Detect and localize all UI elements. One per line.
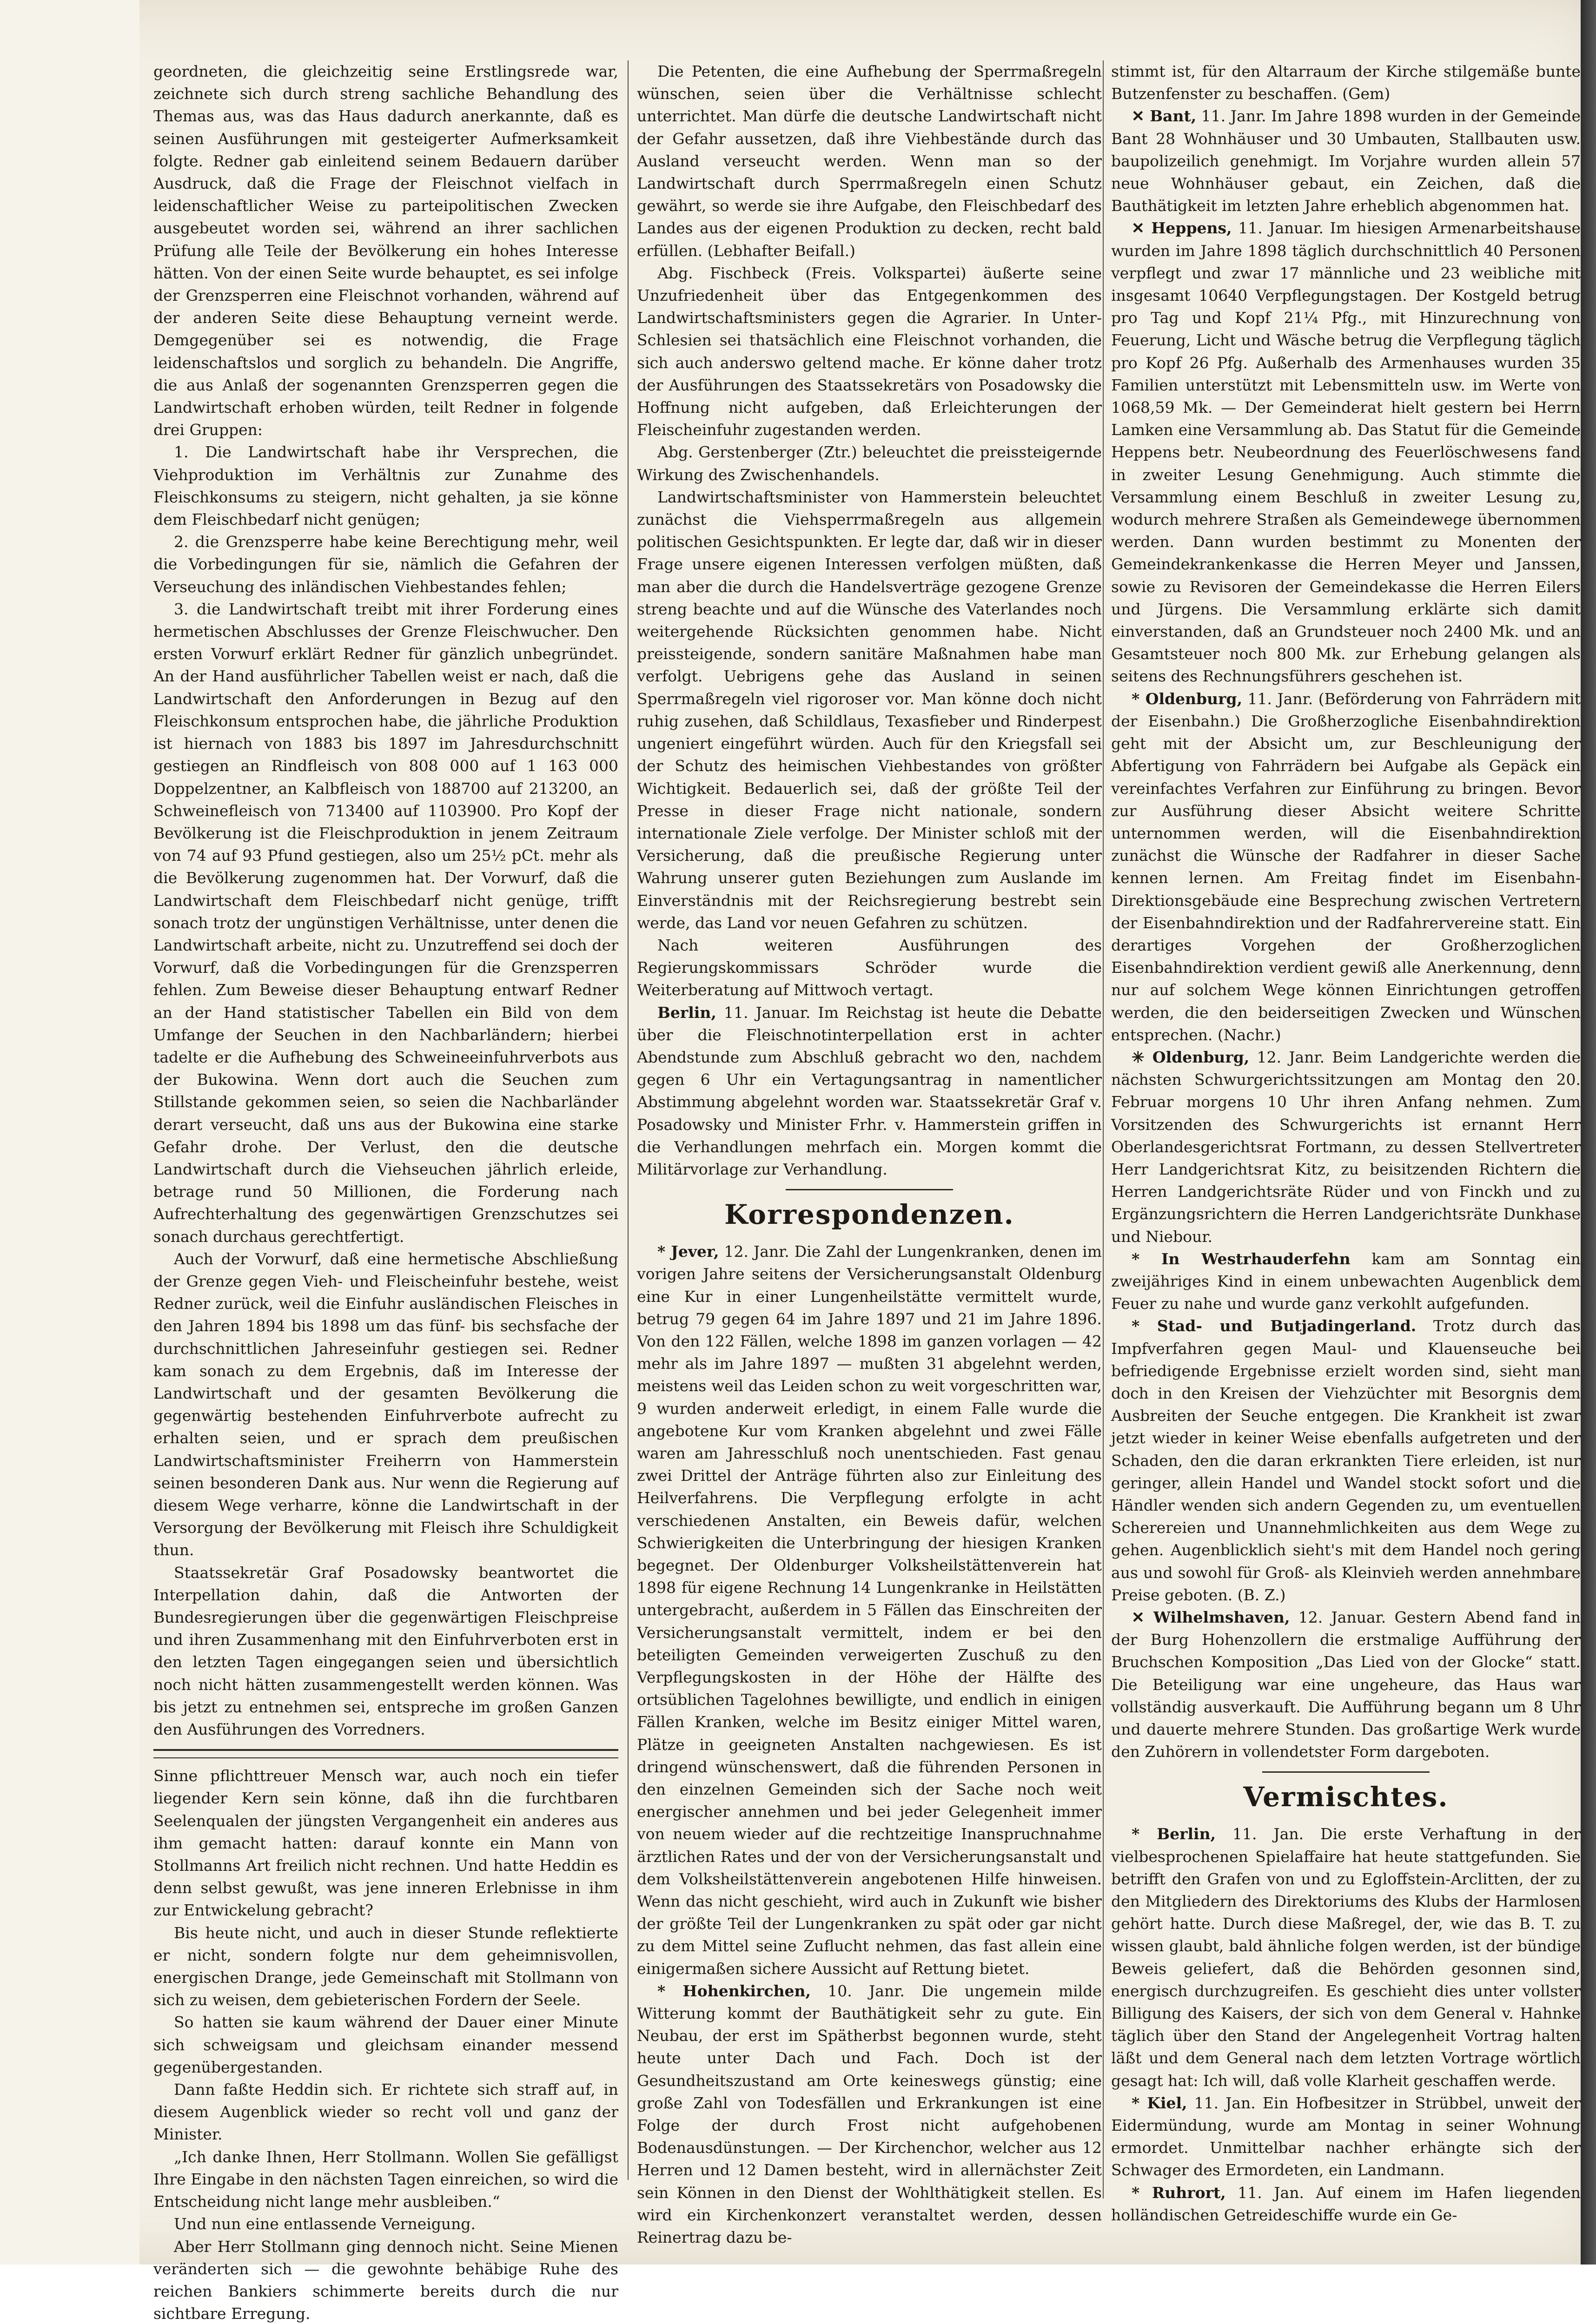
news-item-oldenburg-2 bbox=[1111, 1046, 1581, 1248]
news-item-westrhauderfehn bbox=[1111, 1248, 1581, 1315]
dateline: * Oldenburg, bbox=[1132, 690, 1242, 708]
news-item-heppens bbox=[1111, 217, 1581, 687]
dateline: ✕ Bant, bbox=[1132, 107, 1196, 125]
news-text: 12. Janr. Die Zahl der Lungenkranken, denen im vorigen Jahre seitens der Versicherungsanstalt Oldenburg eine Kur in einer Lungenheilstätte vermittelt wurde, betrug 79 gegen 64 im Jahre 1897 und 21 im Jahre 1896. Von den 122 Fällen, welche 1898 im ganzen vorlagen — 42 mehr als im Jahre 1897 — mußten 31 abgelehnt werden, meistens weil das Leiden schon zu weit vorgeschritten war, 9 wurden anderweit erledigt, in einem Falle wurde die angebotene Kur vom Kranken abgelehnt und zwei Fälle waren am Jahresschluß noch unentschieden. Fast genau zwei Drittel der Anträge führten also zur Einleitung des Heilverfahrens. Die Verpflegung erfolgte in acht verschiedenen Anstalten, ein Beweis dafür, welchen Schwierigkeiten die Unterbringung der hiesigen Kranken begegnet. Der Oldenburger Volksheilstättenverein hat 1898 für eigene Rechnung 14 Lungenkranke in Heilstätten untergebracht, außerdem in 5 Fällen das Einschreiten der Versicherungsanstalt vermittelt, indem er bei den beteiligten Gemeinden verweigerten Zuschuß zu den Verpflegungskosten in der Höhe der Hälfte des ortsüblichen Tagelohnes bewilligte, und endlich in einigen Fällen Kranken, welche im Besitz einiger Mittel waren, Plätze in geeigneten Anstalten nachgewiesen. Es ist dringend wünschenswert, daß die führenden Personen in den einzelnen Gemeinden sich der Sache noch weit energischer annehmen und bei jeder Gelegenheit immer von neuem wieder auf die rechtzeitige Inanspruchnahme ärztlichen Rates und der von der Versicherungsanstalt und dem Volksheilstättenverein angebotenen Hilfe hinweisen. Wenn das nicht geschieht, wird auch in Zukunft wie bisher der größte Teil der Lungenkranken zu spät oder gar nicht zu dem Mittel seine Zuflucht nehmen, das fast allein eine einigermaßen sichere Aussicht auf Rettung bietet. bbox=[637, 1242, 1102, 1978]
feuilleton-paragraph: Dann faßte Heddin sich. Er richtete sich straff auf, in diesem Augenblick wieder so recht voll und ganz der Minister. bbox=[153, 2079, 618, 2146]
page-margin bbox=[0, 0, 139, 2265]
feuilleton-paragraph: So hatten sie kaum während der Dauer einer Minute sich schweigsam und gleichsam einander messend gegenübergestanden. bbox=[153, 2011, 618, 2079]
dateline: * Ruhrort, bbox=[1132, 2184, 1226, 2202]
feuilleton-paragraph: Bis heute nicht, und auch in dieser Stunde reflektierte er nicht, sondern folgte nur dem geheimnisvollen, energischen Drange, jede Gemeinschaft mit Stollmann von sich zu weisen, dem gebieterischen Fordern der Seele. bbox=[153, 1922, 618, 2012]
section-heading-vermischtes: Vermischtes. bbox=[1111, 1778, 1581, 1816]
article-paragraph: Auch der Vorwurf, daß eine hermetische Abschließung der Grenze gegen Vieh- und Fleischeinfuhr bestehe, weist Redner zurück, weil die Einfuhr ausländischen Fleisches in den Jahren 1894 bis 1898 um das fünf- bis sechsfache der durchschnittlichen Jahreseinfuhr gestiegen sei. Redner kam sonach zu dem Ergebnis, daß im Interesse der Landwirtschaft und der gesamten Bevölkerung die gegenwärtig bestehenden Einfuhrverbote aufrecht zu erhalten seien, und er sprach dem preußischen Landwirtschaftsminister Freiherrn von Hammerstein seinen besonderen Dank aus. Nur wenn die Regierung auf diesem Wege verharre, könne die Landwirtschaft in der Versorgung der Bevölkerung mit Fleisch ihre Schuldigkeit thun. bbox=[153, 1248, 618, 1562]
column-rule bbox=[628, 60, 629, 2180]
section-divider bbox=[786, 1189, 953, 1190]
dateline: * Kiel, bbox=[1132, 2094, 1187, 2112]
article-paragraph: Die Petenten, die eine Aufhebung der Sperrmaßregeln wünschen, seien über die Verhältnisse schlecht unterrichtet. Man dürfe die deutsche Landwirtschaft nicht der Gefahr aussetzen, daß ihre Viehbestände durch das Ausland verseucht werden. Wenn man so der Landwirtschaft durch Sperrmaßregeln einen Schutz gewährt, so werde sie ihre Aufgabe, den Fleischbedarf des Landes aus der eigenen Produktion zu decken, recht bald erfüllen. (Lebhafter Beifall.) bbox=[637, 60, 1102, 262]
column-rule bbox=[1103, 60, 1104, 2199]
column-3 bbox=[1111, 60, 1581, 2226]
article-paragraph: stimmt ist, für den Altarraum der Kirche stilgemäße bunte Butzenfenster zu beschaffen. (Gem) bbox=[1111, 60, 1581, 105]
section-heading-korrespondenzen: Korrespondenzen. bbox=[637, 1196, 1102, 1233]
news-text: Trotz durch das Impfverfahren gegen Maul- und Klauenseuche bei befriedigende Ergebnisse erzielt worden sind, sieht man doch in den Kreisen der Viehzüchter mit Besorgnis dem Ausbreiten der Seuche entgegen. Die Krankheit ist zwar jetzt wieder in keiner Weise ebenfalls aufgetreten und der Schaden, den die daran erkrankten Tiere erleiden, ist nur geringer, allein Handel und Wandel stockt sofort und die Händler wenden sich andern Gegenden zu, um eventuellen Scherereien und Unannehmlichkeiten aus dem Wege zu gehen. Augenblicklich sieht's mit dem Handel noch gering aus und sowohl für Groß- als Kleinvieh werden annehmbare Preise geboten. (B. Z.) bbox=[1111, 1317, 1581, 1604]
news-item-ruhrort bbox=[1111, 2182, 1581, 2226]
dateline: * Berlin, bbox=[1132, 1825, 1216, 1843]
news-item-bant bbox=[1111, 105, 1581, 217]
feuilleton-paragraph: Aber Herr Stollmann ging dennoch nicht. Seine Mienen veränderten sich — die gewohnte behäbige Ruhe des reichen Bankiers schimmerte bereits durch die nur sichtbare Erregung. bbox=[153, 2236, 618, 2324]
column-2 bbox=[637, 60, 1102, 2226]
news-text: 11. Jan. Ein Hofbesitzer in Strübbel, unweit der Eidermündung, wurde am Montag in seiner Wohnung ermordet. Unmittelbar nachher erhängte sich der Schwager des Ermordeten, ein Landmann. bbox=[1111, 2094, 1581, 2179]
news-text: 11. Janr. Im Jahre 1898 wurden in der Gemeinde Bant 28 Wohnhäuser und 30 Umbauten, Stallbauten usw. baupolizeilich genehmigt. Im Vorjahre wurden allein 57 neue Wohnhäuser gebaut, ein Zeichen, daß die Bauthätigkeit im letzten Jahre erheblich abgenommen hat. bbox=[1111, 107, 1581, 215]
news-item-stadland bbox=[1111, 1315, 1581, 1606]
feuilleton-paragraph: Und nun eine entlassende Verneigung. bbox=[153, 2213, 618, 2235]
news-item-berlin-vermischtes bbox=[1111, 1823, 1581, 2092]
news-text: 10. Janr. Die ungemein milde Witterung kommt der Bauthätigkeit sehr zu gute. Ein Neubau, der erst im Spätherbst begonnen wurde, steht heute unter Dach und Fach. Doch ist der Gesundheitszustand am Orte keineswegs günstig; eine große Zahl von Todesfällen und Erkrankungen ist eine Folge der durch Frost nicht aufgehobenen Bodenausdünstungen. — Der Kirchenchor, welcher aus 12 Herren und 12 Damen besteht, wird in allernächster Zeit sein Können in den Dienst der Wohlthätigkeit stellen. Es wird ein Kirchenkonzert veranstaltet werden, dessen Reinertrag dazu be- bbox=[637, 1982, 1102, 2246]
article-paragraph: 3. die Landwirtschaft treibt mit ihrer Forderung eines hermetischen Abschlusses der Grenze Fleischwucher. Den ersten Vorwurf erklärt Redner für gänzlich unbegründet. An der Hand ausführlicher Tabellen weist er nach, daß die Landwirtschaft den Anforderungen in Bezug auf den Fleischkonsum entsprochen habe, die jährliche Produktion ist hiernach von 1883 bis 1897 im Jahresdurchschnitt gestiegen an Rindfleisch von 808 000 auf 1 163 000 Doppelzentner, an Kalbfleisch von 188700 auf 213200, an Schweinefleisch von 713400 auf 1103900. Pro Kopf der Bevölkerung ist die Fleischproduktion in jenem Zeitraum von 74 auf 93 Pfund gestiegen, also um 25½ pCt. mehr als die Bevölkerung zugenommen hat. Der Vorwurf, daß die Landwirtschaft dem Fleischbedarf nicht genüge, trifft sonach trotz der ungünstigen Verhältnisse, unter denen die Landwirtschaft arbeite, nicht zu. Unzutreffend sei doch der Vorwurf, daß die Vorbedingungen für die Grenzsperren fehlen. Zum Beweise dieser Behauptung entwarf Redner an der Hand statistischer Tabellen ein Bild von dem Umfange der Seuchen in den Nachbarländern; hierbei tadelte er die Aufhebung des Schweineeinfuhrverbots aus der Bukowina. Wenn dort auch die Seuchen zum Stillstande gekommen seien, so seien die Nachbarländer derart verseucht, daß uns aus der Bukowina eine starke Gefahr drohe. Der Verlust, den die deutsche Landwirtschaft durch die Viehseuchen jährlich erleide, betrage rund 50 Millionen, die Forderung nach Aufrechterhaltung des gegenwärtigen Grenzschutzes sei sonach durchaus gerechtfertigt. bbox=[153, 598, 618, 1248]
article-paragraph: geordneten, die gleichzeitig seine Erstlingsrede war, zeichnete sich durch streng sachliche Behandlung des Themas aus, was das Haus dadurch anerkannte, daß es seinen Ausführungen mit gesteigerter Aufmerksamkeit folgte. Redner gab einleitend seinem Bedauern darüber Ausdruck, daß die Frage der Fleischnot vielfach in leidenschaftlicher Weise zu parteipolitischen Zwecken ausgebeutet worden sei, während an ihrer sachlichen Prüfung alle Teile der Bevölkerung ein hohes Interesse hätten. Von der einen Seite wurde behauptet, es sei infolge der Grenzsperren eine Fleischnot vorhanden, während auf der anderen Seite diese Behauptung verneint werde. Demgegenüber sei es notwendig, die Frage leidenschaftslos und sorglich zu behandeln. Die Angriffe, die aus Anlaß der sogenannten Grenzsperren gegen die Landwirtschaft erhoben würden, teilt Redner in folgende drei Gruppen: bbox=[153, 60, 618, 441]
news-text: 11. Janr. (Beförderung von Fahrrädern mit der Eisenbahn.) Die Großherzogliche Eisenbahndirektion geht mit der Absicht um, zur Beschleunigung der Abfertigung von Fahrrädern bei Aufgabe als Gepäck ein vereinfachtes Verfahren zur Einführung zu bringen. Bevor zur Ausführung dieser Absicht weitere Schritte unternommen werden, will die Eisenbahndirektion zunächst die Wünsche der Radfahrer in dieser Sache kennen lernen. Am Freitag findet im Eisenbahn-Direktionsgebäude eine Besprechung zwischen Vertretern der Eisenbahndirektion und der Radfahrervereine statt. Ein derartiges Vorgehen der Großherzoglichen Eisenbahndirektion verdient gewiß alle Anerkennung, denn nur auf solchem Wege können Einrichtungen getroffen werden, die den beiderseitigen Zwecken und Wünschen entsprechen. (Nachr.) bbox=[1111, 690, 1581, 1044]
article-paragraph: 1. Die Landwirtschaft habe ihr Versprechen, die Viehproduktion im Verhältnis zur Zunahme des Fleischkonsums zu steigern, nicht gehalten, ja sie könne dem Fleischbedarf nicht genügen; bbox=[153, 441, 618, 531]
dateline: * Jever, bbox=[657, 1242, 719, 1261]
feuilleton-paragraph: Sinne pflichttreuer Mensch war, auch noch ein tiefer liegender Kern sein könne, daß ihn die furchtbaren Seelenqualen der jüngsten Vergangenheit ein anderes aus ihm gemacht hatten: darauf konnte ein Mann von Stollmanns Art freilich nicht rechnen. Und hatte Heddin es denn selbst gewußt, was jene inneren Erlebnisse in ihm zur Entwickelung gebracht? bbox=[153, 1765, 618, 1921]
news-text: 12. Janr. Beim Landgerichte werden die nächsten Schwurgerichtssitzungen am Montag den 20. Februar morgens 10 Uhr ihren Anfang nehmen. Zum Vorsitzenden des Schwurgerichts ist ernannt Herr Oberlandesgerichtsrat Fortmann, zu dessen Stellvertreter Herr Landgerichtsrat Kitz, zu beisitzenden Richtern die Herren Landgerichtsräte Rüder und von Finckh und zu Ergänzungsrichtern die Herren Landgerichtsräte Dunkhase und Niebour. bbox=[1111, 1048, 1581, 1246]
news-text: 11. Jan. Auf einem im Hafen liegenden holländischen Getreideschiffe wurde ein Ge- bbox=[1111, 2184, 1581, 2224]
news-text: 11. Jan. Die erste Verhaftung in der vielbesprochenen Spielaffaire hat heute stattgefunden. Sie betrifft den Grafen von und zu Egloffstein-Arclitten, der zu den Mitgliedern des Direktoriums des Klubs der Harmlosen gehört hatte. Durch diese Maßregel, der, wie das B. T. zu wissen glaubt, bald ähnliche folgen werden, ist der bündige Beweis geliefert, daß die Behörden gesonnen sind, energisch durchzugreifen. Es geschieht dies unter vollster Billigung des Kaisers, der sich von dem General v. Hahnke täglich über den Stand der Angelegenheit Vortrag halten läßt und dem General nach dem letzten Vortrage wörtlich gesagt hat: Ich will, daß volle Klarheit geschaffen werde. bbox=[1111, 1825, 1581, 2089]
article-paragraph: Abg. Gerstenberger (Ztr.) beleuchtet die preissteigernde Wirkung des Zwischenhandels. bbox=[637, 441, 1102, 486]
news-text: 11. Januar. Im hiesigen Armenarbeitshause wurden im Jahre 1898 täglich durchschnittlich 40 Personen verpflegt und zwar 17 männliche und 23 weibliche mit insgesamt 10640 Verpflegungstagen. Der Kostgeld betrug pro Tag und Kopf 21¼ Pfg., mit Hinzurechnung von Feuerung, Licht und Wäsche betrug die Verpflegung täglich pro Kopf 26 Pfg. Außerhalb des Armenhauses wurden 35 Familien unterstützt mit Lebensmitteln usw. im Werte von 1068,59 Mk. — Der Gemeinderat hielt gestern bei Herrn Lamken eine Versammlung ab. Das Statut für die Gemeinde Heppens betr. Neubeordnung des Feuerlöschwesens fand in zweiter Lesung Genehmigung. Auch stimmte die Versammlung einem Beschluß in zweiter Lesung zu, wodurch mehrere Straßen als Gemeindewege übernommen werden. Dann wurden bestimmt zu Monenten der Gemeindekrankenkasse die Herren Meyer und Janssen, sowie zu Revisoren der Gemeindekasse die Herren Eilers und Jürgens. Die Versammlung erklärte sich damit einverstanden, daß an Grundsteuer noch 2400 Mk. und an Gesamtsteuer noch 800 Mk. zur Erhebung gelangen als seitens des Rechnungsführers geschehen ist. bbox=[1111, 219, 1581, 685]
dateline: * In Westrhauderfehn bbox=[1132, 1250, 1351, 1268]
page-binding-edge bbox=[1581, 0, 1596, 2265]
column-1 bbox=[153, 60, 618, 2226]
dateline: * Stad- und Butjadingerland. bbox=[1132, 1317, 1416, 1335]
section-divider bbox=[1262, 1771, 1430, 1773]
feuilleton-divider-thin bbox=[153, 1757, 618, 1758]
article-paragraph: Staatssekretär Graf Posadowsky beantwortet die Interpellation dahin, daß die Antworten der Bundesregierungen über die gegenwärtigen Fleischpreise und ihren Zusammenhang mit den Einfuhrverboten erst in den letzten Tagen eingegangen seien und übersichtlich noch nicht hätten zusammengestellt werden können. Was bis jetzt zu entnehmen sei, entspreche im großen Ganzen den Ausführungen des Vorredners. bbox=[153, 1562, 618, 1741]
news-item-hohenkirchen bbox=[637, 1980, 1102, 2249]
dateline: ✕ Heppens, bbox=[1132, 219, 1232, 237]
news-item-kiel bbox=[1111, 2092, 1581, 2182]
article-paragraph: Nach weiteren Ausführungen des Regierungskommissars Schröder wurde die Weiterberatung auf Mittwoch vertagt. bbox=[637, 934, 1102, 1002]
news-text: kam am Sonntag ein zweijähriges Kind in einem unbewachten Augenblick dem Feuer zu nahe und wurde ganz verkohlt aufgefunden. bbox=[1111, 1250, 1581, 1313]
news-text: 11. Januar. Im Reichstag ist heute die Debatte über die Fleischnotinterpellation erst in achter Abendstunde zum Abschluß gebracht wo den, nachdem gegen 6 Uhr ein Vertagungsantrag in namentlicher Abstimmung abgelehnt worden war. Staatssekretär Graf v. Posadowsky und Minister Frhr. v. Hammerstein griffen in die Verhandlungen mehrfach ein. Morgen kommt die Militärvorlage zur Verhandlung. bbox=[637, 1004, 1102, 1178]
article-paragraph: Abg. Fischbeck (Freis. Volkspartei) äußerte seine Unzufriedenheit über das Entgegenkommen des Landwirtschaftsministers gegen die Agrarier. In Unter-Schlesien sei thatsächlich eine Fleischnot vorhanden, die sich auch anderswo geltend mache. Er könne daher trotz der Ausführungen des Staatssekretärs von Posadowsky die Hoffnung nicht aufgeben, daß Erleichterungen der Fleischeinfuhr zugestanden werden. bbox=[637, 262, 1102, 442]
dateline: * Hohenkirchen, bbox=[657, 1982, 811, 2000]
article-paragraph: Landwirtschaftsminister von Hammerstein beleuchtet zunächst die Viehsperrmaßregeln aus allgemein politischen Gesichtspunkten. Er legte dar, daß wir in dieser Frage unsere eigenen Interessen verfolgen müßten, daß man aber die durch die Handelsverträge gezogene Grenze streng beachte und auf die Wünsche des Vaterlandes noch weitergehende Rücksichten genommen habe. Nicht preissteigende, sondern sanitäre Maßnahmen habe man verfolgt. Uebrigens gehe das Ausland in seinen Sperrmaßregeln viel rigoroser vor. Man könne doch nicht ruhig zusehen, daß Schildlaus, Texasfieber und Rinderpest ungeniert eingeführt würden. Auch für den Kriegsfall sei der Schutz des heimischen Viehbestandes von größter Wichtigkeit. Bedauerlich sei, daß der größte Teil der Presse in dieser Frage nicht nationale, sondern internationale Ziele verfolge. Der Minister schloß mit der Versicherung, daß die preußische Regierung unter Wahrung unserer guten Beziehungen zum Auslande im Einverständnis mit der Reichsregierung bestrebt sein werde, das Land vor neuen Gefahren zu schützen. bbox=[637, 486, 1102, 934]
news-text: 12. Januar. Gestern Abend fand in der Burg Hohenzollern die erstmalige Aufführung der Bruchschen Komposition „Das Lied von der Glocke“ statt. Die Beteiligung war eine ungeheure, das Haus war vollständig ausverkauft. Die Aufführung begann um 8 Uhr und dauerte mehrere Stunden. Das großartige Werk wurde den Zuhörern in vollendetster Form dargeboten. bbox=[1111, 1608, 1581, 1761]
feuilleton-divider bbox=[153, 1749, 618, 1751]
news-item-berlin bbox=[637, 1002, 1102, 1181]
feuilleton-section bbox=[153, 1765, 618, 2324]
news-item-wilhelmshaven bbox=[1111, 1606, 1581, 1763]
feuilleton-paragraph: „Ich danke Ihnen, Herr Stollmann. Wollen Sie gefälligst Ihre Eingabe in den nächsten Tagen einreichen, so wird die Entscheidung nicht lange mehr ausbleiben.“ bbox=[153, 2146, 618, 2213]
dateline: ✳ Oldenburg, bbox=[1132, 1048, 1249, 1066]
dateline: Berlin, bbox=[657, 1004, 716, 1022]
news-item-oldenburg-1 bbox=[1111, 688, 1581, 1046]
news-item-jever bbox=[637, 1241, 1102, 1980]
dateline: ✕ Wilhelmshaven, bbox=[1132, 1608, 1290, 1626]
article-paragraph: 2. die Grenzsperre habe keine Berechtigung mehr, weil die Vorbedingungen für sie, nämlich die Gefahren der Verseuchung des inländischen Viehbestandes fehlen; bbox=[153, 531, 618, 598]
